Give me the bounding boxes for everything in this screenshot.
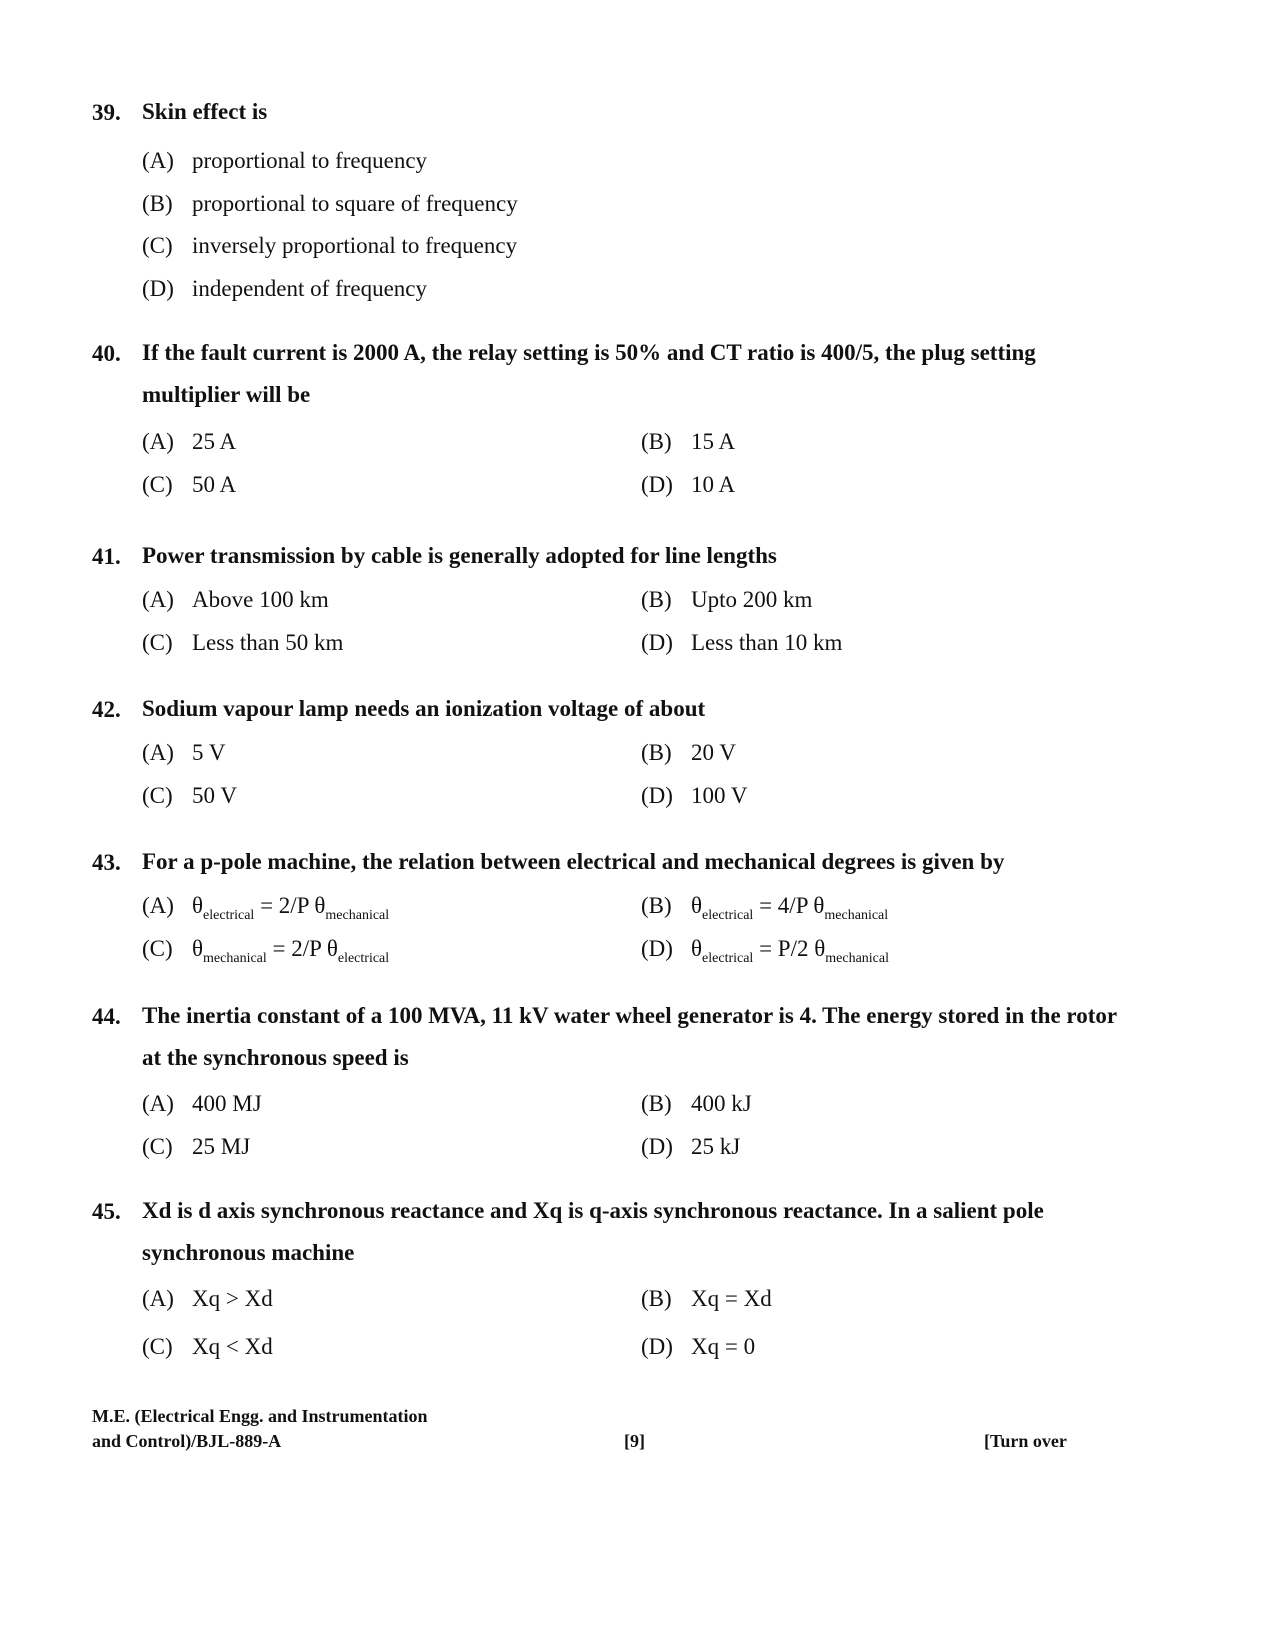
option-a: (A) Above 100 km	[142, 587, 329, 612]
option-c: (C) Xq < Xd	[142, 1334, 273, 1359]
option-a: (A) $\theta_{electrical} = 2/P$ $\theta_{mechanical}$	[142, 893, 390, 923]
option-a: (A) 5 V	[142, 740, 226, 765]
option-d: (D) 100 V	[641, 783, 748, 808]
option-a: (A) proportional to frequency	[142, 148, 428, 173]
option-c: (C) $\theta_{mechanical} = 2/P$ $\theta_{electrical}$	[142, 936, 390, 966]
question-text: If the fault current is 2000 A, the relay setting is 50% and CT ratio is 400/5, the plug setting multiplier will be	[142, 340, 1036, 407]
option-b: (B) 15 A	[641, 429, 736, 454]
option-b: (B) $\theta_{electrical} = 4/P$ $\theta_{mechanical}$	[641, 893, 889, 923]
question-text: For a p-pole machine, the relation between electrical and mechanical degrees is given by	[142, 849, 1005, 874]
option-a: (A) Xq > Xd	[142, 1286, 273, 1311]
question-number: 41.	[92, 544, 121, 569]
option-d: (D) Xq = 0	[641, 1334, 756, 1359]
option-d: (D) 25 kJ	[641, 1134, 741, 1159]
question-text: Skin effect is	[142, 99, 268, 124]
question-number: 44.	[92, 1004, 121, 1029]
question-text: Sodium vapour lamp needs an ionization voltage of about	[142, 696, 706, 721]
option-d: (D) 10 A	[641, 472, 736, 497]
question-number: 45.	[92, 1199, 121, 1224]
option-c: (C) inversely proportional to frequency	[142, 233, 518, 258]
option-a: (A) 400 MJ	[142, 1091, 262, 1116]
option-d: (D) Less than 10 km	[641, 630, 843, 655]
footer-course-line2: and Control)/BJL-889-A	[92, 1431, 282, 1451]
option-d: (D) independent of frequency	[142, 276, 428, 301]
option-b: (B) Xq = Xd	[641, 1286, 772, 1311]
option-d: (D) $\theta_{electrical} = P/2$ $\theta_{mechanical}$	[641, 936, 889, 966]
option-b: (B) 400 kJ	[641, 1091, 752, 1116]
option-c: (C) 25 MJ	[142, 1134, 251, 1159]
option-b: (B) proportional to square of frequency	[142, 191, 518, 216]
question-text: Power transmission by cable is generally adopted for line lengths	[142, 543, 777, 568]
option-c: (C) Less than 50 km	[142, 630, 344, 655]
option-b: (B) Upto 200 km	[641, 587, 813, 612]
footer-course-line1: M.E. (Electrical Engg. and Instrumentation	[92, 1406, 428, 1426]
option-c: (C) 50 V	[142, 783, 237, 808]
option-b: (B) 20 V	[641, 740, 736, 765]
question-text: The inertia constant of a 100 MVA, 11 kV water wheel generator is 4. The energy stored in the rotor at the synchronous speed is	[142, 1003, 1117, 1070]
question-number: 40.	[92, 341, 121, 366]
option-c: (C) 50 A	[142, 472, 237, 497]
option-a: (A) 25 A	[142, 429, 237, 454]
question-number: 42.	[92, 697, 121, 722]
question-number: 43.	[92, 850, 121, 875]
question-number: 39.	[92, 100, 121, 125]
turn-over-note: [Turn over	[984, 1431, 1067, 1451]
question-text: Xd is d axis synchronous reactance and Xq is q-axis synchronous reactance. In a salient pole synchronous machine	[142, 1198, 1044, 1265]
page-number: [9]	[624, 1431, 645, 1451]
